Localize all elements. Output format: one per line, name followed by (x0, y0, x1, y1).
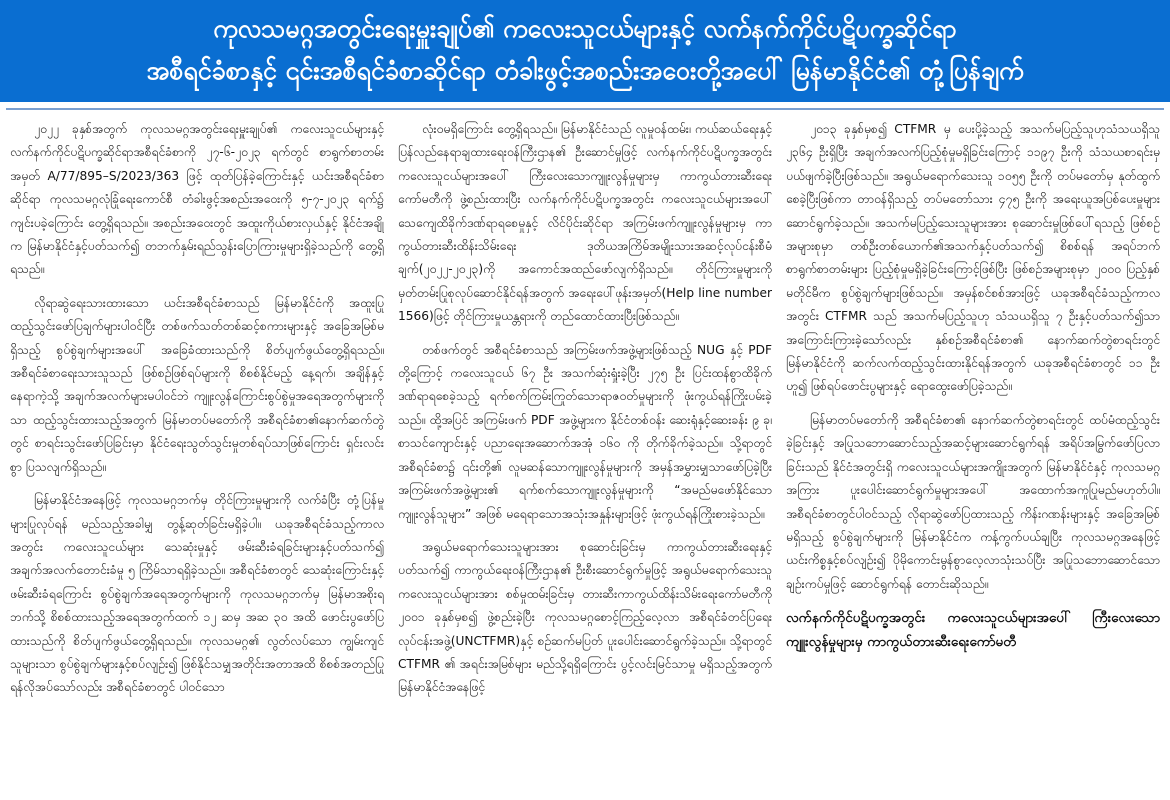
paragraph: မြန်မာနိုင်ငံအနေဖြင့် ကုလသမဂ္ဂဘက်မှ တိုင်ကြားမှုများကို လက်ခံပြီး တုံ့ပြန်မှုများပြုလုပ်ရန် မည်သည့်အခါမျှ တွန့်ဆုတ်ခြင်းမရှိခဲ့ပါ။ ယခုအစီရင်ခံသည့်ကာလအတွင်း ကလေးသူငယ်များ သေဆုံးမှုနှင့် ဖမ်းဆီးခံရခြင်းများနှင့်ပတ်သက်၍ အချက်အလက်တောင်းခံမှု ၅ ကြိမ်သာရရှိခဲ့သည်။ အစီရင်ခံစာတွင် သေဆုံးကြောင်းနှင့် ဖမ်းဆီးခံရကြောင်း စွပ်စွဲချက်အရေအတွက်များကို ကုလသမဂ္ဂဘက်မှ မြန်မာအစိုးရဘက်သို့ စိစစ်ထားသည့်အရေအတွက်ထက် ၁၂ ဆမှ အဆ ၃၀ အထိ ဖောင်းပွဖော်ပြထားသည်ကို စိတ်ပျက်ဖွယ်တွေ့ရှိရသည်။ ကုလသမဂ္ဂ၏ လွတ်လပ်သော ကျွမ်းကျင်သူများသာ စွပ်စွဲချက်များနှင့်စပ်လျဉ်း၍ ဖြစ်နိုင်သမျှအတိုင်းအတာအထိ စိစစ်အတည်ပြုရန်လိုအပ်သော်လည်း အစီရင်ခံစာတွင် ပါဝင်သော (10, 493, 384, 695)
paragraph: လိုရာဆွဲရေးသားထားသော ယင်းအစီရင်ခံစာသည် မြန်မာနိုင်ငံကို အထူးပြုထည့်သွင်းဖော်ပြချက်များပါဝင်ပြီး တစ်ဖက်သတ်တစ်ဆင့်စကားများနှင့် အခြေအမြစ်မရှိသည့် စွပ်စွဲချက်များအပေါ် အခြေခံထားသည်ကို စိတ်ပျက်ဖွယ်တွေ့ရှိရသည်။ အစီရင်ခံစာရေးသားသူသည် ဖြစ်စဉ်ဖြစ်ရပ်များကို စိစစ်နိုင်မည့် နေ့ရက်၊ အချိန်နှင့် နေရာကဲ့သို့ အချက်အလက်များမပါဝင်ဘဲ ကျူးလွန်ကြောင်းစွပ်စွဲမှုအရေအတွက်များကိုသာ ထည့်သွင်းထားသည့်အတွက် မြန်မာတပ်မတော်ကို အစီရင်ခံစာ၏နောက်ဆက်တွဲတွင် စာရင်းသွင်းဖော်ပြခြင်းမှာ နိုင်ငံရေးသွတ်သွင်းမှုတစ်ရပ်သာဖြစ်ကြောင်း ရှင်းလင်းစွာ ပြသလျက်ရှိသည်။ (10, 295, 384, 474)
section-subheading: လက်နက်ကိုင်ပဋိပက္ခအတွင်း ကလေးသူငယ်များအပေါ် ကြီးလေးသော ကျူးလွန်မှုများမှ ကာကွယ်တားဆီးရေးကော်မတီ (786, 610, 1160, 651)
paragraph: လုံးဝမရှိကြောင်း တွေ့ရှိရသည်။ မြန်မာနိုင်ငံသည် လူမှုဝန်ထမ်း၊ ကယ်ဆယ်ရေးနှင့် ပြန်လည်နေရာချထားရေးဝန်ကြီးဌာန၏ ဦးဆောင်မှုဖြင့် လက်နက်ကိုင်ပဋိပက္ခအတွင်း ကလေးသူငယ်များအပေါ် ကြီးလေးသောကျူးလွန်မှုများမှ ကာကွယ်တားဆီးရေးကော်မတီကို ဖွဲ့စည်းထားပြီး လက်နက်ကိုင်ပဋိပက္ခအတွင်း ကလေးသူငယ်များအပေါ် သေကျေထိခိုက်ဒဏ်ရာရစေမှုနှင့် လိင်ပိုင်းဆိုင်ရာ အကြမ်းဖက်ကျူးလွန်မှုများမှ ကာကွယ်တားဆီးထိန်းသိမ်းရေး ဒုတိယအကြိမ်အမျိုးသားအဆင့်လုပ်ငန်းစီမံချက်(၂၀၂၂-၂၀၂၃)ကို အကောင်အထည်ဖော်လျက်ရှိသည်။ တိုင်ကြားမှုများကို မှတ်တမ်းပြုစုလုပ်ဆောင်နိုင်ရန်အတွက် အရေးပေါ်ဖုန်းအမှတ်(Help line number 1566)ဖြင့် တိုင်ကြားမှုယန္တရားကို တည်ထောင်ထားပြီးဖြစ်သည်။ (398, 122, 772, 324)
article-body (0, 110, 1170, 798)
paragraph: ၂၀၁၃ ခုနှစ်မှစ၍ CTFMR မှ ပေးပို့ခဲ့သည့် အသက်မပြည့်သူဟုသံသယရှိသူ ၂၃၆၄ ဦးရှိပြီး အချက်အလက်ပြည့်စုံမှုမရှိခြင်းကြောင့် ၁၁၉၇ ဦးကို သံသယစာရင်းမှပယ်ဖျက်ခဲ့ပြီးဖြစ်သည်။ အရွယ်မရောက်သေးသူ ၁၀၅၅ ဦးကို တပ်မတော်မှ နုတ်ထွက်စေခဲ့ပြီးဖြစ်ကာ တာဝန်ရှိသည့် တပ်မတော်သား ၄၇၅ ဦးကို အရေးယူအပြစ်ပေးမှုများဆောင်ရွက်ခဲ့သည်။ အသက်မပြည့်သေးသူများအား စုဆောင်းမှုဖြစ်ပေါ်ရသည့် ဖြစ်စဉ်အများစုမှာ တစ်ဦးတစ်ယောက်၏အသက်နှင့်ပတ်သက်၍ စိစစ်ရန် အရပ်ဘက်စာရွက်စာတမ်းများ ပြည့်စုံမှုမရှိခဲ့ခြင်းကြောင့်ဖြစ်ပြီး ဖြစ်စဉ်အများစုမှာ ၂၀၀၀ ပြည့်နှစ်မတိုင်မီက စွပ်စွဲချက်များဖြစ်သည်။ အမှန်စင်စစ်အားဖြင့် ယခုအစီရင်ခံသည့်ကာလအတွင်း CTFMR သည် အသက်မပြည့်သူဟု သံသယရှိသူ ၇ ဦးနှင့်ပတ်သက်၍သာ အကြောင်းကြားခဲ့သော်လည်း နှစ်စဉ်အစီရင်ခံစာ၏ နောက်ဆက်တွဲစာရင်းတွင် မြန်မာနိုင်ငံကို ဆက်လက်ထည့်သွင်းထားနိုင်ရန်အတွက် ယခုအစီရင်ခံစာတွင် ၁၁ ဦးဟူ၍ ဖြစ်ရပ်ဖောင်းပွများနှင့် ရောထွေးဖော်ပြခဲ့သည်။ (786, 122, 1160, 394)
paragraph: ၂၀၂၂ ခုနှစ်အတွက် ကုလသမဂ္ဂအတွင်းရေးမှူးချုပ်၏ ကလေးသူငယ်များနှင့် လက်နက်ကိုင်ပဋိပက္ခဆိုင်ရာအစီရင်ခံစာကို ၂၇-၆-၂၀၂၃ ရက်တွင် စာရွက်စာတမ်းအမှတ် A/77/895–S/2023/363 ဖြင့် ထုတ်ပြန်ခဲ့ကြောင်းနှင့် ယင်းအစီရင်ခံစာဆိုင်ရာ ကုလသမဂ္ဂလုံခြုံရေးကောင်စီ တံခါးဖွင့်အစည်းအဝေးကို ၅-၇-၂၀၂၃ ရက်၌ ကျင်းပခဲ့ကြောင်း တွေ့ရှိရသည်။ အစည်းအဝေးတွင် အထူးကိုယ်စားလှယ်နှင့် နိုင်ငံအချို့က မြန်မာနိုင်ငံနှင့်ပတ်သက်၍ တဘက်နှမ်းရည်သွန်းပြောကြားမှုများရှိခဲ့သည်ကို တွေ့ရှိရသည်။ (10, 122, 384, 277)
column-2 (398, 118, 772, 798)
headline-line-1: ကုလသမဂ္ဂအတွင်းရေးမှူးချုပ်၏ ကလေးသူငယ်များနှင့် လက်နက်ကိုင်ပဋိပက္ခဆိုင်ရာ (213, 14, 957, 43)
column-3 (786, 118, 1160, 798)
headline-line-2: အစီရင်ခံစာနှင့် ၎င်းအစီရင်ခံစာဆိုင်ရာ တံခါးဖွင့်အစည်းအဝေးတို့အပေါ် မြန်မာနိုင်ငံ၏ တုံ့ပြန်ချက် (146, 56, 1024, 85)
paragraph: မြန်မာတပ်မတော်ကို အစီရင်ခံစာ၏ နောက်ဆက်တွဲစာရင်းတွင် ထပ်မံထည့်သွင်းခဲ့ခြင်းနှင့် အပြုသဘောဆောင်သည့်အဆင့်များဆောင်ရွက်ရန် အရိပ်အမြွက်ဖော်ပြလာခြင်းသည် နိုင်ငံအတွင်းရှိ ကလေးသူငယ်များအကျိုးအတွက် မြန်မာနိုင်ငံနှင့် ကုလသမဂ္ဂအကြား ပူးပေါင်းဆောင်ရွက်မှုများအပေါ် အထောက်အကူပြုမည်မဟုတ်ပါ။ အစီရင်ခံစာတွင်ပါဝင်သည့် လိုရာဆွဲဖော်ပြထားသည့် ကိန်းဂဏန်းများနှင့် အခြေအမြစ်မရှိသည့် စွပ်စွဲချက်များကို မြန်မာနိုင်ငံက ကန့်ကွက်ပယ်ချပြီး ကုလသမဂ္ဂအနေဖြင့် ယင်းကိစ္စနှင့်စပ်လျဉ်း၍ ပိုမိုကောင်းမွန်စွာလေ့လာသုံးသပ်ပြီး အပြုသဘောဆောင်သောချဉ်းကပ်မှုဖြင့် ဆောင်ရွက်ရန် တောင်းဆိုသည်။ (786, 412, 1160, 591)
paragraph: အရွယ်မရောက်သေးသူများအား စုဆောင်းခြင်းမှ ကာကွယ်တားဆီးရေးနှင့်ပတ်သက်၍ ကာကွယ်ရေးဝန်ကြီးဌာန၏ ဦးစီးဆောင်ရွက်မှုဖြင့် အရွယ်မရောက်သေးသူ ကလေးသူငယ်များအား စစ်မှုထမ်းခြင်းမှ တားဆီးကာကွယ်ထိန်းသိမ်းရေးကော်မတီကို ၂၀၀၁ ခုနှစ်မှစ၍ ဖွဲ့စည်းခဲ့ပြီး ကုလသမဂ္ဂစောင့်ကြည့်လေ့လာ အစီရင်ခံတင်ပြရေးလုပ်ငန်းအဖွဲ့(UNCTFMR)နှင့် စဉ်ဆက်မပြတ် ပူးပေါင်းဆောင်ရွက်ခဲ့သည်။ သို့ရာတွင် CTFMR ၏ အရင်းအမြစ်များ မည်သို့ရရှိကြောင်း ပွင့်လင်းမြင်သာမှု မရှိသည့်အတွက် မြန်မာနိုင်ငံအနေဖြင့် (398, 539, 772, 695)
paragraph: တစ်ဖက်တွင် အစီရင်ခံစာသည် အကြမ်းဖက်အဖွဲ့များဖြစ်သည့် NUG နှင့် PDF တို့ကြောင့် ကလေးသူငယ် ၆၇ ဦး အသက်ဆုံးရှုံးခဲ့ပြီး ၂၇၅ ဦး ပြင်းထန်စွာထိခိုက်ဒဏ်ရာရစေခဲ့သည့် ရက်စက်ကြမ်းကြုတ်သောရာဇဝတ်မှုများကို ဖုံးကွယ်ရန်ကြိုးပမ်းခဲ့သည်။ ထို့အပြင် အကြမ်းဖက် PDF အဖွဲ့များက နိုင်ငံတစ်ဝန်း ဆေးရုံနှင့်ဆေးခန်း ၉ ခု၊ စာသင်ကျောင်းနှင့် ပညာရေးအဆောက်အအုံ ၁၆၀ ကို တိုက်ခိုက်ခဲ့သည်။ သို့ရာတွင် အစီရင်ခံစာ၌ ၎င်းတို့၏ လူမဆန်သောကျူးလွန်မှုများကို အမှန်အမွှားမျှသာဖော်ပြခဲ့ပြီး အကြမ်းဖက်အဖွဲ့များ၏ ရက်စက်သောကျူးလွန်မှုများကို “အမည်မဖော်နိုင်သော ကျူးလွန်သူများ” အဖြစ် မရေရာသောအသုံးအနှုန်းများဖြင့် ဖုံးကွယ်ရန်ကြိုးစားခဲ့သည်။ (398, 342, 772, 521)
column-1 (10, 118, 384, 798)
headline-banner (0, 0, 1170, 108)
